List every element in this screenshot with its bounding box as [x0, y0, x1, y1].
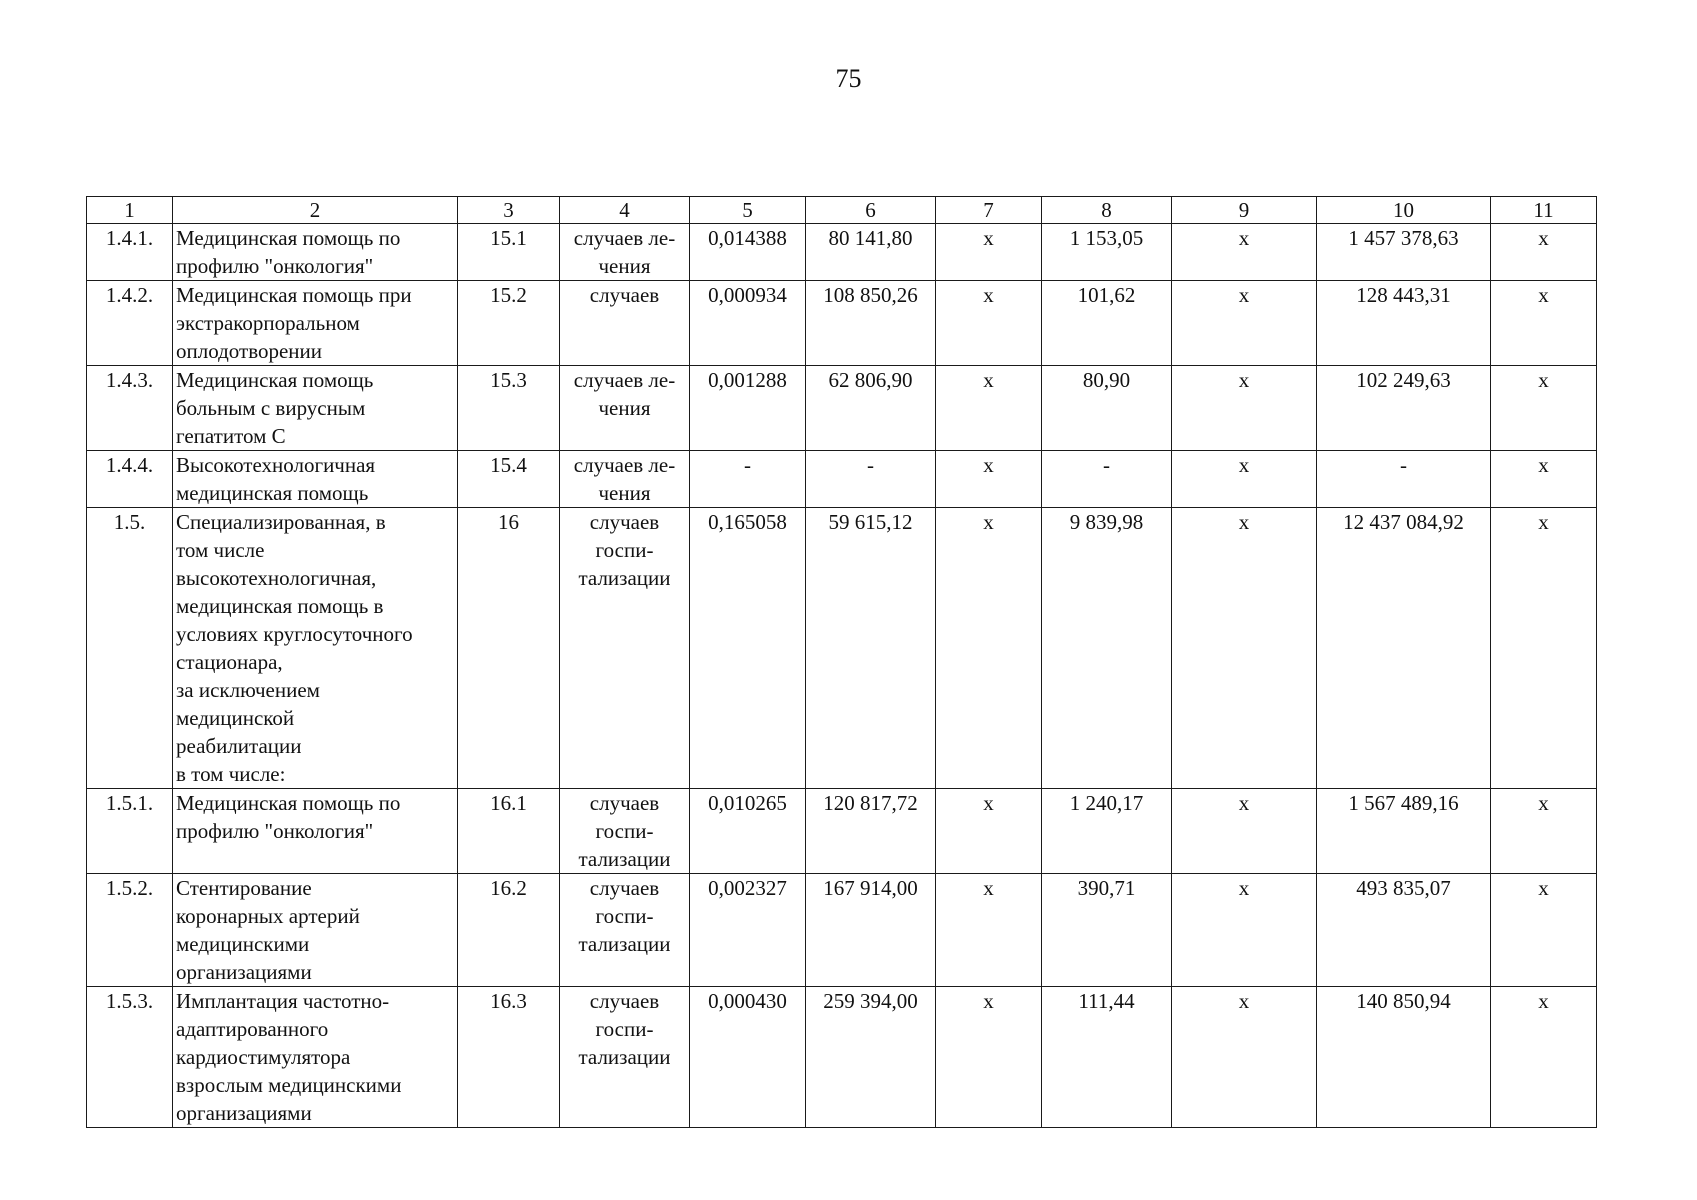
row-name: Имплантация частотно- адаптированного кардиостимулятора взрослым медицинскими организациями — [173, 987, 458, 1128]
row-unit: случаев ле- чения — [560, 451, 690, 508]
cell-col11: х — [1491, 451, 1597, 508]
cell-col5: 0,000430 — [690, 987, 806, 1128]
row-number: 1.4.4. — [87, 451, 173, 508]
data-table — [86, 196, 1597, 1128]
row-number: 1.5.1. — [87, 789, 173, 874]
cell-col5: 0,014388 — [690, 224, 806, 281]
cell-col5: 0,010265 — [690, 789, 806, 874]
cell-col6: 108 850,26 — [806, 281, 936, 366]
table-row — [87, 366, 1597, 451]
cell-col11: х — [1491, 789, 1597, 874]
row-name: Специализированная, в том числе высокотехнологичная, медицинская помощь в условиях круглосуточного стационара, за исключением медицинской реабилитации в том числе: — [173, 508, 458, 789]
row-number: 1.4.1. — [87, 224, 173, 281]
row-code: 16 — [458, 508, 560, 789]
cell-col8: 9 839,98 — [1042, 508, 1172, 789]
cell-col10: 102 249,63 — [1317, 366, 1491, 451]
cell-col5: 0,001288 — [690, 366, 806, 451]
table-row — [87, 874, 1597, 987]
header-row — [87, 197, 1597, 224]
cell-col9: х — [1172, 987, 1317, 1128]
cell-col10: 1 457 378,63 — [1317, 224, 1491, 281]
row-unit: случаев госпи- тализации — [560, 874, 690, 987]
cell-col7: х — [936, 987, 1042, 1128]
cell-col6: - — [806, 451, 936, 508]
table-row — [87, 987, 1597, 1128]
row-unit: случаев госпи- тализации — [560, 987, 690, 1128]
row-number: 1.5.2. — [87, 874, 173, 987]
cell-col6: 62 806,90 — [806, 366, 936, 451]
cell-col6: 80 141,80 — [806, 224, 936, 281]
cell-col11: х — [1491, 366, 1597, 451]
cell-col9: х — [1172, 281, 1317, 366]
column-header: 10 — [1317, 197, 1491, 224]
cell-col11: х — [1491, 281, 1597, 366]
row-unit: случаев госпи- тализации — [560, 508, 690, 789]
table-row — [87, 281, 1597, 366]
cell-col7: х — [936, 451, 1042, 508]
column-header: 5 — [690, 197, 806, 224]
row-unit: случаев — [560, 281, 690, 366]
column-header: 11 — [1491, 197, 1597, 224]
cell-col8: 390,71 — [1042, 874, 1172, 987]
row-code: 16.3 — [458, 987, 560, 1128]
row-name: Медицинская помощь по профилю "онкология" — [173, 224, 458, 281]
row-name: Медицинская помощь при экстракорпоральном оплодотворении — [173, 281, 458, 366]
cell-col9: х — [1172, 508, 1317, 789]
cell-col5: 0,000934 — [690, 281, 806, 366]
cell-col9: х — [1172, 224, 1317, 281]
cell-col10: 1 567 489,16 — [1317, 789, 1491, 874]
cell-col7: х — [936, 789, 1042, 874]
row-number: 1.5. — [87, 508, 173, 789]
row-name: Медицинская помощь больным с вирусным гепатитом С — [173, 366, 458, 451]
row-code: 15.1 — [458, 224, 560, 281]
cell-col8: 1 153,05 — [1042, 224, 1172, 281]
column-header: 7 — [936, 197, 1042, 224]
column-header: 3 — [458, 197, 560, 224]
cell-col8: 101,62 — [1042, 281, 1172, 366]
cell-col11: х — [1491, 224, 1597, 281]
row-code: 15.4 — [458, 451, 560, 508]
cell-col7: х — [936, 508, 1042, 789]
cell-col5: 0,002327 — [690, 874, 806, 987]
row-unit: случаев ле- чения — [560, 366, 690, 451]
row-unit: случаев ле- чения — [560, 224, 690, 281]
cell-col7: х — [936, 874, 1042, 987]
cell-col10: 140 850,94 — [1317, 987, 1491, 1128]
row-number: 1.4.3. — [87, 366, 173, 451]
cell-col10: 12 437 084,92 — [1317, 508, 1491, 789]
column-header: 6 — [806, 197, 936, 224]
row-number: 1.5.3. — [87, 987, 173, 1128]
row-code: 16.2 — [458, 874, 560, 987]
row-code: 16.1 — [458, 789, 560, 874]
table-row — [87, 789, 1597, 874]
cell-col11: х — [1491, 987, 1597, 1128]
row-name: Высокотехнологичная медицинская помощь — [173, 451, 458, 508]
cell-col10: - — [1317, 451, 1491, 508]
cell-col7: х — [936, 224, 1042, 281]
cell-col6: 59 615,12 — [806, 508, 936, 789]
cell-col8: 1 240,17 — [1042, 789, 1172, 874]
row-code: 15.3 — [458, 366, 560, 451]
cell-col5: 0,165058 — [690, 508, 806, 789]
column-header: 9 — [1172, 197, 1317, 224]
table-row — [87, 451, 1597, 508]
cell-col10: 128 443,31 — [1317, 281, 1491, 366]
cell-col10: 493 835,07 — [1317, 874, 1491, 987]
cell-col8: 111,44 — [1042, 987, 1172, 1128]
cell-col8: - — [1042, 451, 1172, 508]
row-number: 1.4.2. — [87, 281, 173, 366]
cell-col5: - — [690, 451, 806, 508]
column-header: 8 — [1042, 197, 1172, 224]
column-header: 1 — [87, 197, 173, 224]
cell-col6: 167 914,00 — [806, 874, 936, 987]
table-row — [87, 508, 1597, 789]
cell-col7: х — [936, 281, 1042, 366]
table-row — [87, 224, 1597, 281]
cell-col9: х — [1172, 366, 1317, 451]
cell-col6: 259 394,00 — [806, 987, 936, 1128]
row-unit: случаев госпи- тализации — [560, 789, 690, 874]
row-name: Медицинская помощь по профилю "онкология" — [173, 789, 458, 874]
cell-col6: 120 817,72 — [806, 789, 936, 874]
cell-col9: х — [1172, 874, 1317, 987]
cell-col9: х — [1172, 789, 1317, 874]
cell-col11: х — [1491, 874, 1597, 987]
cell-col8: 80,90 — [1042, 366, 1172, 451]
cell-col9: х — [1172, 451, 1317, 508]
cell-col7: х — [936, 366, 1042, 451]
column-header: 2 — [173, 197, 458, 224]
column-header: 4 — [560, 197, 690, 224]
row-name: Стентирование коронарных артерий медицинскими организациями — [173, 874, 458, 987]
cell-col11: х — [1491, 508, 1597, 789]
row-code: 15.2 — [458, 281, 560, 366]
page-number: 75 — [835, 64, 862, 93]
